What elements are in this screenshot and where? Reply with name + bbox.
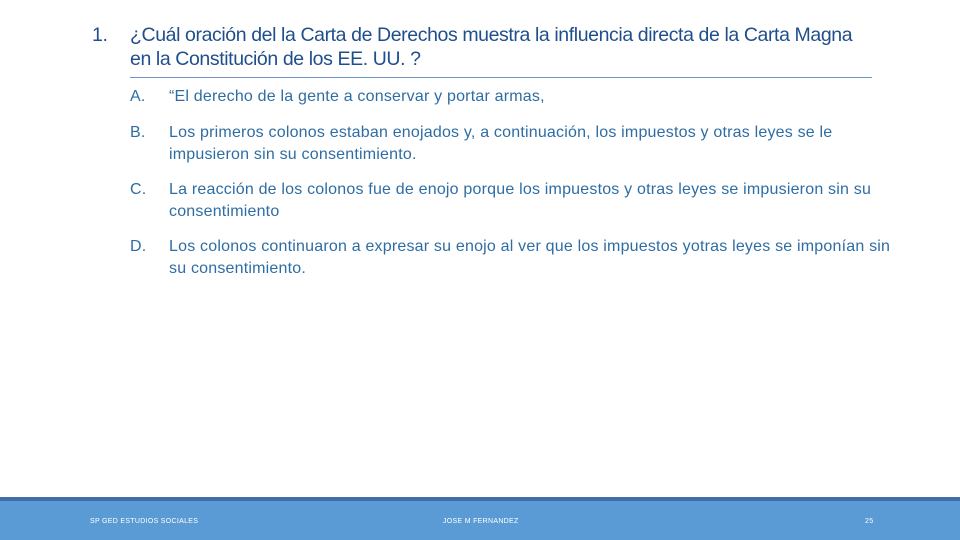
option-c [130, 179, 909, 223]
page-number: 25 [865, 518, 874, 525]
title-divider [130, 77, 872, 78]
question-number: 1. [92, 24, 108, 46]
option-b [130, 122, 909, 166]
option-a [130, 86, 909, 108]
option-letter: B. [130, 124, 146, 141]
option-text: “El derecho de la gente a conservar y portar armas, [169, 88, 545, 105]
footer-course: SP GED ESTUDIOS SOCIALES [90, 518, 199, 525]
question-text: ¿Cuál oración del la Carta de Derechos muestra la influencia directa de la Carta Magna en la Constitución de los EE. UU. ? [130, 24, 853, 70]
option-text: Los primeros colonos estaban enojados y, a continuación, los impuestos y otras leyes se le impusieron sin su consentimiento. [169, 124, 833, 163]
footer-author: JOSE M FERNANDEZ [443, 518, 519, 525]
question [92, 23, 872, 71]
option-letter: C. [130, 181, 147, 198]
option-d [130, 236, 909, 280]
option-text: Los colonos continuaron a expresar su enojo al ver que los impuestos yotras leyes se imponían sin su consentimiento. [169, 238, 891, 277]
option-text: La reacción de los colonos fue de enojo porque los impuestos y otras leyes se impusieron sin su consentimiento [169, 181, 872, 220]
option-letter: D. [130, 238, 147, 255]
option-letter: A. [130, 88, 146, 105]
